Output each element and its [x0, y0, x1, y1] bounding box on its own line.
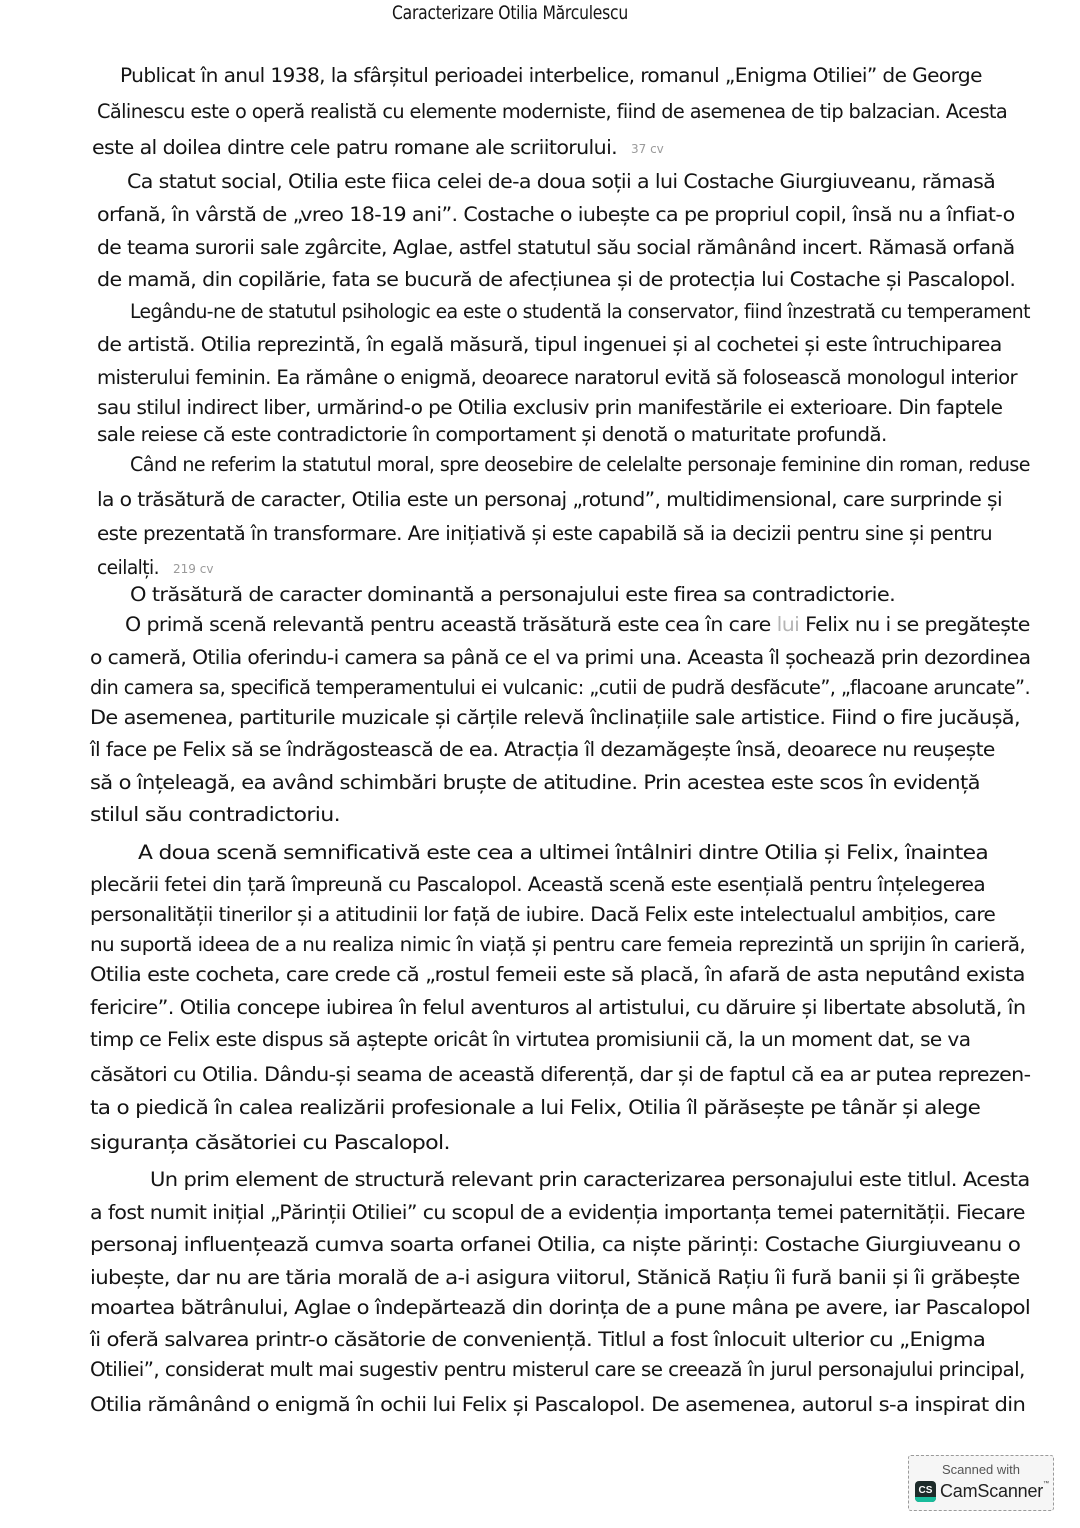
- text-line: este prezentată în transformare. Are inițiativă și este capabilă să ia decizii pentru sine și pentru: [97, 522, 993, 545]
- text-line: sale reiese că este contradictorie în comportament și denotă o maturitate profundă.: [97, 423, 887, 446]
- text-line: de artistă. Otilia reprezintă, în egală măsură, tipul ingenuei și al cochetei și este întruchiparea: [97, 333, 1002, 356]
- camscanner-logo-icon: CS: [915, 1481, 936, 1502]
- text-line: Publicat în anul 1938, la sfârșitul perioadei interbelice, romanul „Enigma Otiliei” de George: [120, 64, 982, 87]
- text-line: stilul său contradictoriu.: [90, 803, 340, 826]
- camscanner-watermark: [908, 1455, 1054, 1511]
- text-line: să o înțeleagă, ea având schimbări bruște de atitudine. Prin acestea este scos în evidență: [90, 771, 980, 794]
- margin-annotation: 219 cv: [173, 562, 214, 576]
- text-line: Călinescu este o operă realistă cu elemente moderniste, fiind de asemenea de tip balzacian. Acesta: [97, 100, 1008, 123]
- text-line: de teama surorii sale zgârcite, Aglae, astfel statutul său social rămânând incert. Rămasă orfană: [97, 236, 1015, 259]
- text-line: De asemenea, partiturile muzicale și cărțile relevă înclinațiile sale artistice. Fiind o fire jucăușă,: [90, 706, 1020, 729]
- text-line: Otilia rămânând o enigmă în ochii lui Felix și Pascalopol. De asemenea, autorul s-a inspirat din: [90, 1393, 1026, 1416]
- text-line: îi oferă salvarea printr-o căsătorie de conveniență. Titlul a fost înlocuit ulterior cu „Enigma: [90, 1328, 986, 1351]
- text-line: nu suportă ideea de a nu realiza nimic în viață și pentru care femeia reprezintă un sprijin în carieră,: [90, 933, 1026, 956]
- text-line: ceilalți.: [97, 556, 160, 579]
- text-line: o cameră, Otilia oferindu-i camera sa până ce el va primi una. Aceasta îl șochează prin dezordinea: [90, 646, 1031, 669]
- text-line: sau stilul indirect liber, urmărind-o pe Otilia exclusiv prin manifestările ei exterioare. Din faptele: [97, 396, 1003, 419]
- text-line: Ca statut social, Otilia este fiica celei de-a doua soții a lui Costache Giurgiuveanu, rămasă: [127, 170, 996, 193]
- text-line: căsători cu Otilia. Dându-și seama de această diferență, dar și de faptul că ea ar putea reprezen-: [90, 1063, 1031, 1086]
- margin-annotation: 37 cv: [631, 142, 664, 156]
- text-line: siguranța căsătoriei cu Pascalopol.: [90, 1131, 450, 1154]
- watermark-brand-name: CamScanner: [940, 1481, 1044, 1501]
- watermark-brand: CS CamScanner™: [915, 1481, 1049, 1502]
- document-title: Caracterizare Otilia Mărculescu: [392, 2, 628, 24]
- text-line: Legându-ne de statutul psihologic ea este o studentă la conservator, fiind înzestrată cu temperament: [130, 300, 1030, 323]
- text-line: A doua scenă semnificativă este cea a ultimei întâlniri dintre Otilia și Felix, înaintea: [138, 841, 989, 864]
- text-line: plecării fetei din țară împreună cu Pascalopol. Această scenă este esențială pentru înțelegerea: [90, 873, 986, 896]
- text-line: misterului feminin. Ea rămâne o enigmă, deoarece naratorul evită să folosească monologul interior: [97, 366, 1018, 389]
- text-line: fericire”. Otilia concepe iubirea în felul aventuros al artistului, cu dăruire și libertate absolută, în: [90, 996, 1026, 1019]
- text-line: Otilia este cocheta, care crede că „rostul femeii este să placă, în afară de asta neputând exista: [90, 963, 1025, 986]
- text-line: orfană, în vârstă de „vreo 18-19 ani”. Costache o iubește ca pe propriul copil, însă nu a înfiat-o: [97, 203, 1015, 226]
- text-line: îl face pe Felix să se îndrăgostească de ea. Atracția îl dezamăgește însă, deoarece nu reușește: [90, 738, 995, 761]
- text-line: este al doilea dintre cele patru romane ale scriitorului.: [92, 136, 618, 159]
- text-line: din camera sa, specifică temperamentului ei vulcanic: „cutii de pudră desfăcute”, „flacoane aruncate”.: [90, 676, 1031, 699]
- text-line: Otiliei”, considerat mult mai sugestiv pentru misterul care se creează în jurul personajului principal,: [90, 1358, 1025, 1381]
- text-line: la o trăsătură de caracter, Otilia este un personaj „rotund”, multidimensional, care surprinde și: [97, 488, 1002, 511]
- text-line: moartea bătrânului, Aglae o îndepărtează din dorința de a pune mâna pe avere, iar Pascalopol: [90, 1296, 1031, 1319]
- text-line: personalității tinerilor și a atitudinii lor față de iubire. Dacă Felix este intelectualul ambițios, care: [90, 903, 996, 926]
- text-line: iubește, dar nu are tăria morală de a-i asigura viitorul, Stănică Rațiu îi fură banii și îi grăbește: [90, 1266, 1020, 1289]
- text-line: Când ne referim la statutul moral, spre deosebire de celelalte personaje feminine din roman, reduse: [130, 453, 1030, 476]
- text-line: Un prim element de structură relevant prin caracterizarea personajului este titlul. Acesta: [150, 1168, 1030, 1191]
- text-line: timp ce Felix este dispus să aștepte oricât în virtutea promisiunii că, la un moment dat, se va: [90, 1028, 971, 1051]
- text-line: de mamă, din copilărie, fata se bucură de afecțiunea și de protecția lui Costache și Pascalopol.: [97, 268, 1016, 291]
- text-line: O trăsătură de caracter dominantă a personajului este firea sa contradictorie.: [130, 583, 896, 606]
- text-line: a fost numit inițial „Părinții Otiliei” cu scopul de a evidenția importanța temei paternității. Fiecare: [90, 1201, 1025, 1224]
- watermark-caption: Scanned with: [941, 1462, 1021, 1477]
- text-line: ta o piedică în calea realizării profesionale a lui Felix, Otilia îl părăsește pe tânăr și alege: [90, 1096, 981, 1119]
- text-line: O primă scenă relevantă pentru această trăsătură este cea în care lui Felix nu i se pregătește: [125, 613, 1030, 636]
- text-line: personaj influențează cumva soarta orfanei Otilia, ca niște părinți: Costache Giurgiuveanu o: [90, 1233, 1021, 1256]
